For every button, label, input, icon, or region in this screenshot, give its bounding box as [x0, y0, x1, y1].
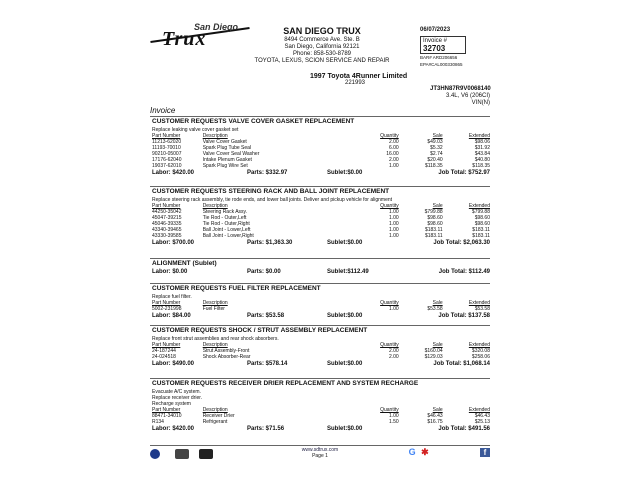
- part-extended: $43.84: [474, 151, 490, 157]
- yelp-icon[interactable]: ✱: [421, 447, 429, 457]
- bar-number: BAR# ARD206656: [420, 55, 458, 60]
- part-number: 11193-70010: [152, 145, 181, 151]
- section-note: Replace steering rack assembly, tie rode ends, and lower ball joints. Deliver and pickup vehicle for alignment: [152, 197, 393, 203]
- invoice-section: [152, 118, 490, 176]
- part-number: 24-187244: [152, 348, 176, 354]
- part-qty: 2.00: [388, 354, 399, 360]
- part-description: Valve Cover Seal Washer: [202, 151, 260, 157]
- part-sale: $46.43: [427, 413, 443, 419]
- col-part: Part Number: [152, 407, 181, 413]
- col-desc: Description: [202, 133, 228, 139]
- part-number: 88471-34010: [152, 413, 182, 419]
- part-qty: 2.00: [388, 348, 399, 354]
- col-sale: Sale: [432, 342, 443, 348]
- part-extended: $98.06: [474, 139, 490, 145]
- table-row: [152, 354, 490, 360]
- section-totals: [152, 240, 490, 246]
- dealer-line: TOYOTA, LEXUS, SCION SERVICE AND REPAIR: [254, 58, 390, 64]
- sublet-total: Sublet:$112.49: [327, 269, 369, 275]
- part-sale: $183.11: [424, 233, 443, 239]
- labor-total: Labor: $700.00: [152, 240, 195, 246]
- part-description: Receiver Drier: [202, 413, 235, 419]
- part-qty: 2.00: [388, 139, 399, 145]
- part-qty: 1.00: [388, 233, 399, 239]
- col-qty: Quantity: [380, 407, 399, 413]
- col-part: Part Number: [152, 133, 181, 139]
- part-qty: 1.00: [388, 221, 399, 227]
- part-extended: $799.88: [471, 209, 490, 215]
- footer: [150, 447, 490, 459]
- divider: [150, 325, 490, 326]
- col-desc: Description: [202, 203, 228, 209]
- job-total: Job Total: $491.56: [438, 426, 490, 432]
- section-header: CUSTOMER REQUESTS STEERING RACK AND BALL JOINT REPLACEMENT: [152, 188, 390, 195]
- divider: [150, 258, 490, 259]
- invoice-section: [152, 260, 490, 275]
- part-extended: $98.60: [474, 221, 490, 227]
- sublet-total: Sublet:$0.00: [327, 361, 363, 367]
- part-extended: $40.80: [474, 157, 490, 163]
- part-extended: $320.08: [471, 348, 490, 354]
- invoice-section: [152, 380, 490, 432]
- col-ext: Extended: [468, 407, 490, 413]
- part-description: Tie Rod - Outer,Left: [202, 215, 247, 221]
- part-qty: 1.00: [388, 215, 399, 221]
- doc-title: Invoice: [150, 106, 176, 115]
- vehicle-mileage: 221993: [345, 80, 366, 86]
- col-part: Part Number: [152, 300, 181, 306]
- part-description: Fuel Filter: [202, 306, 225, 312]
- invoice-section: [152, 188, 490, 246]
- dealer-logo: [150, 22, 255, 48]
- labor-total: Labor: $420.00: [152, 170, 195, 176]
- part-qty: 1.00: [388, 413, 399, 419]
- part-extended: $258.06: [471, 354, 490, 360]
- job-total: Job Total: $2,063.30: [433, 240, 490, 246]
- part-sale: $20.40: [427, 157, 443, 163]
- part-extended: $25.13: [474, 419, 490, 425]
- part-description: Shock Absorber-Rear: [202, 354, 251, 360]
- part-description: Spark Plug Wire Set: [202, 163, 248, 169]
- invoice-label: Invoice #: [423, 38, 448, 44]
- part-description: Intake Plenum Gasket: [202, 157, 252, 163]
- part-description: Spark Plug Tube Seal: [202, 145, 252, 151]
- invoice-section: [152, 327, 490, 367]
- col-qty: Quantity: [380, 342, 399, 348]
- part-qty: 16.00: [386, 151, 399, 157]
- part-number: 24-024518: [152, 354, 176, 360]
- col-part: Part Number: [152, 203, 181, 209]
- col-sale: Sale: [432, 203, 443, 209]
- section-totals: [152, 361, 490, 367]
- section-note: Replace fuel filter.: [152, 294, 192, 300]
- labor-total: Labor: $490.00: [152, 361, 195, 367]
- parts-table: [152, 300, 490, 312]
- labor-total: Labor: $0.00: [152, 269, 188, 275]
- invoice-date: 06/07/2023: [420, 27, 451, 33]
- col-ext: Extended: [468, 133, 490, 139]
- logo-main-text: Trux: [162, 28, 207, 50]
- section-totals: [152, 170, 490, 176]
- parts-total: Parts: $71.56: [247, 426, 285, 432]
- part-sale: $98.60: [427, 215, 443, 221]
- part-extended: $98.60: [474, 215, 490, 221]
- part-sale: $49.03: [427, 139, 443, 145]
- part-number: 90210-05007: [152, 151, 182, 157]
- part-qty: 6.00: [388, 145, 399, 151]
- sublet-total: Sublet:$0.00: [327, 240, 363, 246]
- vehicle-info: [310, 73, 407, 87]
- section-totals: [152, 313, 490, 319]
- divider: [150, 186, 490, 187]
- col-qty: Quantity: [380, 203, 399, 209]
- col-sale: Sale: [432, 407, 443, 413]
- col-sale: Sale: [432, 300, 443, 306]
- part-extended: $118.35: [472, 163, 490, 169]
- part-sale: $53.58: [427, 306, 443, 312]
- parts-total: Parts: $578.14: [247, 361, 288, 367]
- vehicle-title: 1997 Toyota 4Runner Limited: [310, 73, 408, 80]
- part-sale: $160.04: [424, 348, 443, 354]
- section-header: CUSTOMER REQUESTS RECEIVER DRIER REPLACEMENT AND SYSTEM RECHARGE: [152, 380, 419, 387]
- job-total: Job Total: $752.97: [438, 170, 490, 176]
- part-description: Ball Joint - Lower,Left: [202, 227, 251, 233]
- vehicle-vin: JT3HN87R9V0068140: [430, 86, 491, 92]
- napa-badge-icon: [199, 449, 213, 459]
- divider: [150, 116, 490, 117]
- part-qty: 1.00: [388, 306, 399, 312]
- job-total: Job Total: $137.58: [438, 313, 490, 319]
- part-number: 19037-62010: [152, 163, 182, 169]
- bbb-badge-icon: [175, 449, 189, 459]
- part-number: 45046-39335: [152, 221, 182, 227]
- col-part: Part Number: [152, 342, 181, 348]
- dealer-line: 8494 Commerce Ave. Ste. B: [284, 37, 360, 43]
- part-qty: 1.50: [388, 419, 399, 425]
- invoice-box: [420, 27, 490, 68]
- part-description: Refrigerant: [202, 419, 228, 425]
- col-sale: Sale: [432, 133, 443, 139]
- parts-table: [152, 203, 490, 239]
- part-sale: $16.75: [427, 419, 443, 425]
- part-sale: $2.74: [430, 151, 443, 157]
- parts-total: Parts: $0.00: [247, 269, 281, 275]
- sublet-total: Sublet:$0.00: [327, 313, 363, 319]
- divider: [150, 378, 490, 379]
- part-description: Steering Rack Assy.: [202, 209, 248, 215]
- labor-total: Labor: $420.00: [152, 426, 195, 432]
- divider: [150, 283, 490, 284]
- part-extended: $53.58: [474, 306, 490, 312]
- part-description: Valve Cover Gasket: [202, 139, 247, 145]
- part-number: 11213-62020: [152, 139, 182, 145]
- part-extended: $46.43: [474, 413, 490, 419]
- part-extended: $183.11: [472, 227, 490, 233]
- parts-table: [152, 342, 490, 360]
- divider: [150, 445, 490, 446]
- facebook-icon[interactable]: f: [480, 448, 490, 457]
- invoice-number-box: [420, 36, 466, 54]
- vehicle-engine: 3.4L, V6 (206CI) VIN(N): [445, 93, 490, 106]
- part-number: 45047-39215: [152, 215, 182, 221]
- part-qty: 1.00: [388, 227, 399, 233]
- dealer-name: SAN DIEGO TRUX: [283, 26, 361, 36]
- col-ext: Extended: [468, 342, 490, 348]
- part-number: 44250-35042: [152, 209, 182, 215]
- invoice-number: 32703: [423, 44, 446, 53]
- section-note: Replace leaking valve cover gasket set: [152, 127, 239, 133]
- part-qty: 2.00: [388, 157, 399, 163]
- logo-top-text: San Diego: [194, 22, 239, 32]
- dealer-info: [252, 26, 392, 65]
- part-sale: $118.35: [424, 163, 443, 169]
- ase-badge-icon: [150, 449, 160, 459]
- part-description: Strut Assembly-Front: [202, 348, 250, 354]
- dealer-line: Phone: 858-530-8789: [292, 51, 352, 57]
- part-sale: $5.32: [430, 145, 443, 151]
- section-note: Evacuate A/C system. Replace receiver drier. Recharge system: [152, 389, 203, 407]
- part-description: Tie Rod - Outer,Right: [202, 221, 250, 227]
- invoice-section: [152, 285, 490, 319]
- epa-number: EPA#CAL000330865: [420, 62, 463, 67]
- part-qty: 1.00: [388, 163, 399, 169]
- footer-page: Page 1: [312, 453, 328, 459]
- table-row: [152, 419, 490, 425]
- vehicle-vin-block: [430, 86, 490, 107]
- part-extended: $31.92: [474, 145, 490, 151]
- part-number: 43330-39585: [152, 233, 182, 239]
- col-qty: Quantity: [380, 300, 399, 306]
- part-qty: 1.00: [388, 209, 399, 215]
- part-number: 5002-231998: [152, 306, 182, 312]
- parts-total: Parts: $1,363.30: [247, 240, 293, 246]
- part-description: Ball Joint - Lower,Right: [202, 233, 254, 239]
- parts-table: [152, 133, 490, 169]
- parts-total: Parts: $332.97: [247, 170, 288, 176]
- part-number: 17176-62040: [152, 157, 182, 163]
- col-desc: Description: [202, 407, 228, 413]
- col-ext: Extended: [468, 203, 490, 209]
- labor-total: Labor: $84.00: [152, 313, 191, 319]
- dealer-line: San Diego, California 92121: [284, 44, 360, 50]
- section-header: ALIGNMENT (Sublet): [152, 260, 217, 267]
- table-row: [152, 163, 490, 169]
- part-extended: $183.11: [472, 233, 490, 239]
- col-qty: Quantity: [380, 133, 399, 139]
- job-total: Job Total: $112.49: [438, 269, 490, 275]
- col-ext: Extended: [468, 300, 490, 306]
- section-header: CUSTOMER REQUESTS VALVE COVER GASKET REPLACEMENT: [152, 118, 355, 125]
- col-desc: Description: [202, 300, 228, 306]
- part-sale: $799.88: [424, 209, 443, 215]
- table-row: [152, 306, 490, 312]
- section-header: CUSTOMER REQUESTS SHOCK / STRUT ASSEMBLY REPLACEMENT: [152, 327, 368, 334]
- part-sale: $183.11: [424, 227, 443, 233]
- section-totals: [152, 426, 490, 432]
- job-total: Job Total: $1,068.14: [433, 361, 490, 367]
- google-icon[interactable]: G: [408, 447, 416, 457]
- part-sale: $129.03: [424, 354, 443, 360]
- part-number: 43340-39465: [152, 227, 182, 233]
- section-note: Replace front strut assemblies and rear shock absorbers.: [152, 336, 279, 342]
- col-desc: Description: [202, 342, 228, 348]
- footer-url[interactable]: www.sdtrux.com: [301, 447, 339, 453]
- part-number: R134: [152, 419, 164, 425]
- parts-total: Parts: $53.58: [247, 313, 285, 319]
- section-header: CUSTOMER REQUESTS FUEL FILTER REPLACEMENT: [152, 285, 321, 292]
- table-row: [152, 233, 490, 239]
- parts-table: [152, 407, 490, 425]
- sublet-total: Sublet:$0.00: [327, 426, 363, 432]
- section-totals: [152, 269, 490, 275]
- part-sale: $98.60: [427, 221, 443, 227]
- sublet-total: Sublet:$0.00: [327, 170, 363, 176]
